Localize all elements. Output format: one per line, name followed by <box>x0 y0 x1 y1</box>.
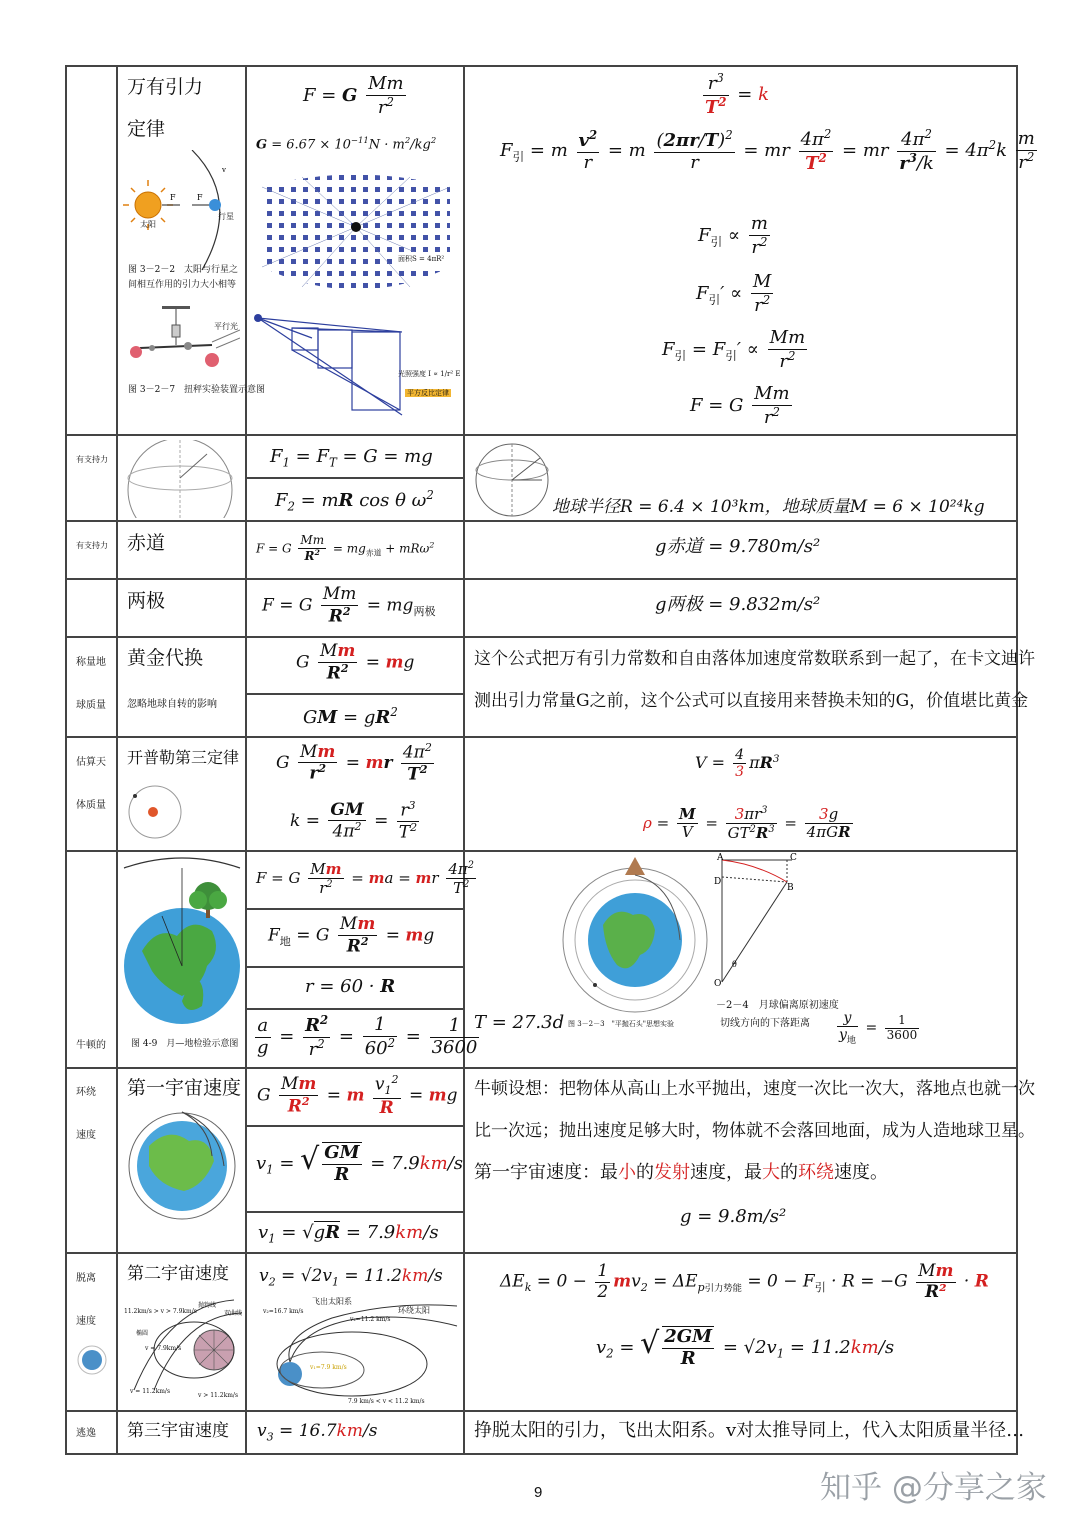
poles-g-value: g两极 = 9.832m/s² <box>655 594 821 615</box>
watermark: 知乎 @分享之家 <box>820 1470 1047 1506</box>
moon-deviation-figure <box>712 852 812 992</box>
newton-formula-4: $\frac{a}{g}$ = $\frac{R^2}{r^2}$ = $\frac{1}{60^2}$ = $\frac{1}{3600}$ <box>257 1013 478 1060</box>
cell-divider <box>245 1211 463 1213</box>
svg-text:F: F <box>170 193 176 202</box>
earth-rotation-figure <box>122 440 240 518</box>
side-label-golden-1: 称量地 <box>76 657 106 668</box>
row-title-gravitation-1: 万有引力 <box>127 76 204 98</box>
text-segment-highlight: 大 <box>762 1162 780 1183</box>
page-number: 9 <box>534 1484 543 1501</box>
newton-formula-3: r = 60 · R <box>305 976 396 997</box>
row-title-second-cosmic: 第二宇宙速度 <box>127 1264 229 1284</box>
prop-M-over-r2: $F_引'$ ∝ $\frac{M}{r^2}$ <box>696 271 772 316</box>
row-title-kepler: 开普勒第三定律 <box>127 748 240 767</box>
orbit-figure <box>125 776 185 846</box>
field-sphere-figure <box>252 172 460 302</box>
third-cosmic-formula: $v_3 = 16.7km/s$ <box>257 1421 378 1444</box>
first-cosmic-g: g = 9.8m/s² <box>680 1206 787 1227</box>
svg-text:C: C <box>790 853 797 863</box>
kepler-formula-2: k = $\frac{GM}{4\pi^2}$ = $\frac{r^3}{T^2}$ <box>290 799 418 843</box>
cell-divider <box>245 966 463 968</box>
sun-label: 太阳 <box>140 220 156 229</box>
sun-planet-caption-2: 间相互作用的引力大小相等 <box>128 280 237 290</box>
side-label-second-2: 速度 <box>76 1316 96 1327</box>
solar-label-3: v₂=11.2 km/s <box>350 1316 391 1323</box>
golden-text-2: 测出引力常量G之前，这个公式可以直接用来替换未知的G，价值堪比黄金 <box>474 691 1029 711</box>
escape-label-4: 椭圆 <box>136 1330 149 1337</box>
table-border-left <box>65 65 67 1455</box>
row-title-golden: 黄金代换 <box>127 647 204 669</box>
table-column-divider <box>116 65 118 1455</box>
side-label-support: 有支持力 <box>76 455 108 464</box>
row-title-first-cosmic: 第一宇宙速度 <box>127 1077 242 1099</box>
escape-label-7: v > 11.2km/s <box>198 1392 239 1399</box>
row-title-equator: 赤道 <box>127 532 166 554</box>
table-border-top <box>65 65 1018 67</box>
escape-energy-formula: $\Delta E_k = 0$ − $\frac{1}{2}$ $mv_2 = \Delta E_{p引力势能} = 0 - F_引 \cdot R = -G$ $\frac{Mm}{\text{R²}}$ · R <box>500 1261 989 1302</box>
second-cosmic-derived: $v_2$ = √ $\frac{2GM}{R}$ = $√2v_1 = 11.2km/s$ <box>596 1326 895 1369</box>
cell-divider <box>245 1008 463 1010</box>
table-border-bottom <box>65 1453 1018 1455</box>
svg-text:A: A <box>717 853 724 863</box>
escape-label-5: v = 7.9km/s <box>145 1345 182 1352</box>
row-divider <box>65 578 1018 580</box>
planet-label: 行星 <box>218 212 234 221</box>
sun-planet-caption-1: 图 3－2－2 太阳与行星之 <box>128 265 239 275</box>
text-segment-highlight: 环绕 <box>798 1162 834 1183</box>
earth-data: 地球半径R = 6.4 × 10³km，地球质量M = 6 × 10²⁴kg <box>552 497 985 517</box>
gravitation-formula: F = G $\frac{Mm}{r^2}$ <box>303 73 404 118</box>
prop-m-over-r2: $F_引$ ∝ $\frac{m}{r^2}$ <box>698 213 768 258</box>
moon-earth-figure <box>122 856 242 1036</box>
deviation-ratio: $\frac{y}{y_地}$ = $\frac{1}{3600}$ <box>839 1010 918 1046</box>
svg-text:v: v <box>222 166 226 174</box>
cell-divider <box>245 693 463 695</box>
kepler-formula-1: G $\frac{Mm}{r^2}$ = mr $\frac{4\pi^2}{T^2}$ <box>276 741 432 785</box>
text-segment-highlight: 发射 <box>654 1162 690 1183</box>
solar-label-2: v₂=16.7 km/s <box>263 1308 304 1315</box>
escape-label-3: 双曲线 <box>224 1310 243 1317</box>
golden-text-1: 这个公式把万有引力常数和自由落体加速度常数联系到一起了，在卡文迪许 <box>474 649 1035 669</box>
svg-text:θ: θ <box>732 960 737 969</box>
side-label-first-2: 速度 <box>76 1130 96 1141</box>
first-cosmic-text-3 <box>474 1152 888 1194</box>
text-segment: 速度，最 <box>690 1162 762 1183</box>
gravitational-constant: $G = 6.67 \times 10^{-11}N \cdot m^2/kg^2$ <box>256 135 437 153</box>
deviation-caption-2: 切线方向的下落距离 <box>720 1018 810 1029</box>
newton-formula-2: $F_地 = G$ $\frac{Mm}{R^2}$ = mg <box>268 914 435 957</box>
cell-divider <box>245 477 463 479</box>
light-intensity-label: 光照强度 I ∝ 1/r² E <box>398 370 461 378</box>
text-segment-highlight: 小 <box>618 1162 636 1183</box>
density-formula: ρ = $\frac{M}{V}$ = $\frac{3\pi r^3}{GT^2R^3}$ = $\frac{3g}{\text{4πGR}}$ <box>643 805 851 843</box>
svg-text:D: D <box>714 877 722 887</box>
sphere-area-label: 面积S = 4πR² <box>398 255 445 263</box>
cell-divider <box>245 1125 463 1127</box>
svg-text:O: O <box>714 979 722 989</box>
side-label-kepler-2: 体质量 <box>76 800 106 811</box>
newton-formula-1: F = G $\frac{Mm}{r^2}$ = ma = mr $\frac{4\pi^2}{T^2}$ <box>256 859 474 898</box>
table-column-divider <box>463 65 465 1455</box>
text-segment: 的 <box>780 1162 798 1183</box>
first-cosmic-text-2: 比一次远；抛出速度足够大时，物体就不会落回地面，成为人造地球卫星。 <box>474 1121 1035 1141</box>
solar-label-4: 环绕太阳 <box>398 1306 430 1315</box>
row-title-poles: 两极 <box>127 590 166 612</box>
torsion-balance-figure <box>122 300 240 380</box>
golden-note: 忽略地球自转的影响 <box>127 699 217 710</box>
first-cosmic-formula-1: G $\frac{Mm}{R^2}$ = m $\frac{v_1^2}{R}$ = mg <box>257 1073 458 1118</box>
first-cosmic-text-1: 牛顿设想：把物体从高山上水平抛出，速度一次比一次大，落地点也就一次 <box>474 1079 1035 1099</box>
row-divider <box>65 736 1018 738</box>
solar-label-1: 飞出太阳系 <box>312 1297 352 1306</box>
second-cosmic-formula: $v_2 = √2v_1 = 11.2km/s$ <box>259 1266 443 1289</box>
text-segment: 的 <box>636 1162 654 1183</box>
orbit-earth-figure <box>124 1106 240 1220</box>
gravitation-derivation-chain: $F_引 = m$ $\frac{v^2}{r}$ = m $\frac{(2\pi r/T)^2}{r}$ = mr $\frac{4\pi^2}{T^2}$ = mr $\frac{4\pi^2}{r^3/k}$ = $4\pi^2k$ $\frac{m}{r^2}$ <box>500 127 1035 174</box>
row-divider <box>65 434 1018 436</box>
escape-label-1: 11.2km/s > v > 7.9km/s <box>124 1308 197 1315</box>
solar-label-5: v₁=7.9 km/s <box>310 1364 347 1371</box>
row-title-gravitation-2: 定律 <box>127 118 166 140</box>
projectile-caption: 图 3－2－3 "平抛石头"思想实验 <box>568 1020 675 1028</box>
deviation-caption-1: －2－4 月球偏离原初速度 <box>716 1000 839 1011</box>
escape-label-2: 抛物线 <box>198 1302 217 1309</box>
svg-text:F: F <box>197 193 203 202</box>
golden-formula-2: GM = $gR^2$ <box>303 705 398 728</box>
table-column-divider <box>245 65 247 1455</box>
solar-label-6: 7.9 km/s < v < 11.2 km/s <box>348 1398 425 1405</box>
gravitation-result: F = G $\frac{Mm}{r^2}$ <box>690 383 790 428</box>
row-divider <box>65 1252 1018 1254</box>
escape-label-6: v = 11.2km/s <box>130 1388 171 1395</box>
equator-g-value: g赤道 = 9.780m/s² <box>655 536 821 557</box>
table-border-right <box>1016 65 1018 1455</box>
golden-formula-1: G $\frac{Mm}{R^2}$ = mg <box>296 641 415 684</box>
parallel-light-label: 平行光 <box>214 322 238 331</box>
svg-text:B: B <box>787 883 794 893</box>
torsion-caption: 图 3－2－7 扭秤实验装置示意图 <box>128 385 266 395</box>
formula-F1: $F_1 = F_T = G$ = mg <box>270 446 433 470</box>
volume-formula: V = $\frac{4}{3}$ $\pi R^3$ <box>695 747 780 781</box>
moon-period: T = 27.3d <box>474 1012 565 1033</box>
third-cosmic-text: 挣脱太阳的引力，飞出太阳系。v对太推导同上，代入太阳质量半径… <box>474 1420 1025 1441</box>
formula-F2: $F_2$ = mR cos θ $\omega^2$ <box>275 488 434 514</box>
side-label-second-1: 脱离 <box>76 1273 96 1284</box>
text-segment: 速度。 <box>834 1162 888 1183</box>
cell-divider <box>245 908 463 910</box>
side-label-golden-2: 球质量 <box>76 700 106 711</box>
side-label-newton: 牛顿的 <box>76 1040 106 1051</box>
side-label-third: 逃逸 <box>76 1428 96 1439</box>
side-label-kepler-1: 估算天 <box>76 757 106 768</box>
moon-earth-caption: 图 4-9 月—地检验示意图 <box>131 1039 239 1049</box>
side-label-support-2: 有支持力 <box>76 541 108 550</box>
row-divider <box>65 850 1018 852</box>
first-cosmic-formula-2: $v_1$ = √ $\frac{GM}{R}$ = 7.9km/s <box>256 1142 464 1185</box>
text-segment: 第一宇宙速度：最 <box>474 1162 618 1183</box>
prop-Mm-over-r2: $F_引 = F_引'$ ∝ $\frac{Mm}{r^2}$ <box>662 327 806 372</box>
kepler-k-law: $\frac{r^3}{T^2}$ = k <box>705 71 769 118</box>
row-divider <box>65 520 1018 522</box>
equator-formula: F = G $\frac{Mm}{R^2}$ = $mg_{赤道} + mR\omega^2$ <box>256 533 435 563</box>
side-label-first-1: 环绕 <box>76 1087 96 1098</box>
light-cone-figure <box>252 310 460 422</box>
earth-latitude-figure <box>472 440 552 518</box>
projectile-earth-figure <box>555 855 715 1015</box>
first-cosmic-formula-3: $v_1 = √gR = 7.9km/s$ <box>258 1222 439 1246</box>
poles-formula: F = G $\frac{Mm}{R^2}$ = $mg_{两极}$ <box>262 584 436 627</box>
inverse-square-tag: 平方反比定律 <box>407 389 449 397</box>
row-title-third-cosmic: 第三宇宙速度 <box>127 1421 229 1441</box>
